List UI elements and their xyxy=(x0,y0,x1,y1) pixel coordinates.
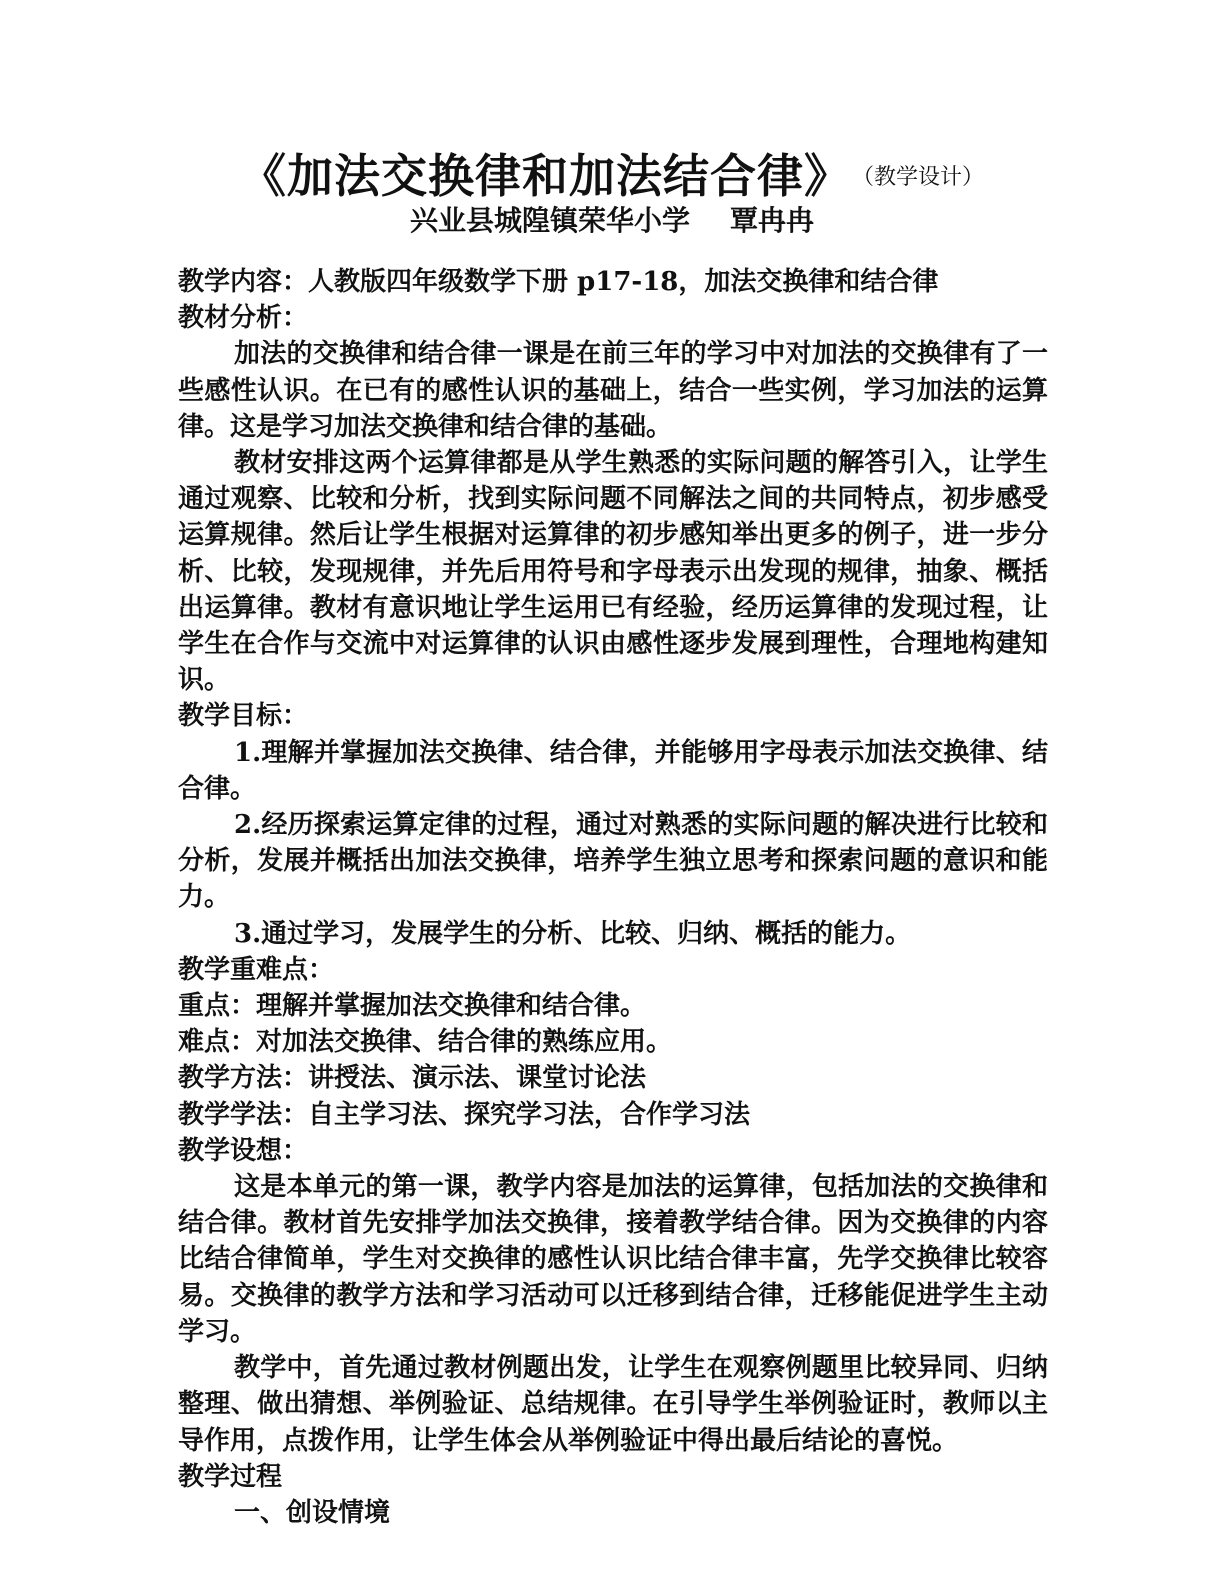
design-paragraph-2: 教学中，首先通过教材例题出发，让学生在观察例题里比较异同、归纳整理、做出猜想、举例验证、总结规律。在引导学生举例验证时，教师以主导作用，点拨作用，让学生体会从举例验证中得出最后结论的喜悦。 xyxy=(178,1353,1048,1456)
goals-heading: 教学目标： xyxy=(178,701,309,732)
analysis-paragraph-2: 教材安排这两个运算律都是从学生熟悉的实际问题的解答引入，让学生通过观察、比较和分析，找到实际问题不同解法之间的共同特点，初步感受运算规律。然后让学生根据对运算律的初步感知举出更多的例子，进一步分析、比较，发现规律，并先后用符号和字母表示出发现的规律，抽象、概括出运算律。教材有意识地让学生运用已有经验，经历运算律的发现过程，让学生在合作与交流中对运算律的认识由感性逐步发展到理性，合理地构建知识。 xyxy=(178,448,1048,696)
document-title xyxy=(0,140,1224,206)
goal-item-1: 1.理解并掌握加法交换律、结合律，并能够用字母表示加法交换律、结合律。 xyxy=(178,737,1048,804)
document-body xyxy=(178,264,1048,1531)
title-main: 《加法交换律和加法结合律》 xyxy=(239,149,851,203)
design-heading: 教学设想： xyxy=(178,1135,309,1166)
goal-item-2: 2.经历探索运算定律的过程，通过对熟悉的实际问题的解决进行比较和分析，发展并概括出加法交换律，培养学生独立思考和探索问题的意识和能力。 xyxy=(178,810,1048,913)
goal-item-3: 3.通过学习，发展学生的分析、比较、归纳、概括的能力。 xyxy=(234,918,912,949)
key-point: 重点：理解并掌握加法交换律和结合律。 xyxy=(178,991,647,1022)
author-school: 兴业县城隍镇荣华小学 xyxy=(409,204,690,237)
analysis-heading: 教材分析： xyxy=(178,303,309,334)
author-name: 覃冉冉 xyxy=(730,204,815,237)
analysis-paragraph-1: 加法的交换律和结合律一课是在前三年的学习中对加法的交换律有了一些感性认识。在已有的感性认识的基础上，结合一些实例，学习加法的运算律。这是学习加法交换律和结合律的基础。 xyxy=(178,339,1048,442)
process-heading: 教学过程 xyxy=(178,1461,283,1492)
author-line xyxy=(0,199,1224,239)
section-1-heading: 一、创设情境 xyxy=(234,1497,391,1528)
difficult-point: 难点：对加法交换律、结合律的熟练应用。 xyxy=(178,1027,673,1058)
key-points-heading: 教学重难点： xyxy=(178,954,335,985)
design-paragraph-1: 这是本单元的第一课，教学内容是加法的运算律，包括加法的交换律和结合律。教材首先安排学加法交换律，接着教学结合律。因为交换律的内容比结合律简单，学生对交换律的感性认识比结合律丰富，先学交换律比较容易。交换律的教学方法和学习活动可以迁移到结合律，迁移能促进学生主动学习。 xyxy=(178,1172,1048,1347)
study-methods: 教学学法：自主学习法、探究学习法，合作学习法 xyxy=(178,1099,751,1130)
teaching-methods: 教学方法：讲授法、演示法、课堂讨论法 xyxy=(178,1063,647,1094)
title-subtitle: （教学设计） xyxy=(862,165,984,190)
teaching-content: 教学内容：人教版四年级数学下册 p17-18，加法交换律和结合律 xyxy=(178,267,939,297)
